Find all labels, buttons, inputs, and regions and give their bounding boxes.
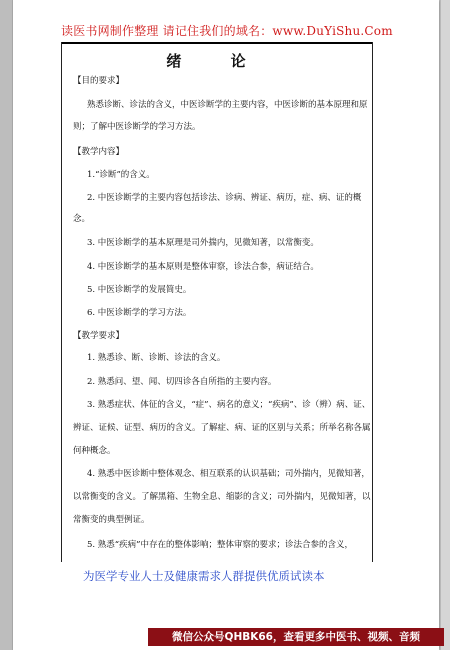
list-item: 1.“诊断”的含义。 bbox=[87, 170, 155, 180]
header-rule bbox=[61, 42, 373, 44]
list-item: 3. 中医诊断学的基本原理是司外揣内，见微知著，以常衡变。 bbox=[87, 238, 319, 248]
vertical-scrollbar[interactable] bbox=[440, 0, 450, 650]
paragraph-line: 则；了解中医诊断学的学习方法。 bbox=[73, 122, 201, 132]
list-item-continuation: 辨证、证候、证型、病历的含义。了解症、病、证的区别与关系；所举名称各属 bbox=[73, 423, 371, 433]
promo-banner[interactable]: 微信公众号QHBK66，查看更多中医书、视频、音频 bbox=[148, 628, 444, 646]
paragraph-line: 熟悉诊断、诊法的含义，中医诊断学的主要内容，中医诊断的基本原理和原 bbox=[87, 100, 368, 110]
section-heading-objectives: 【目的要求】 bbox=[73, 76, 125, 86]
list-item: 4. 中医诊断学的基本原则是整体审察，诊法合参，病证结合。 bbox=[87, 262, 319, 272]
left-margin-rule bbox=[61, 42, 62, 562]
list-item-continuation: 念。 bbox=[73, 214, 91, 224]
page-header: 读医书网制作整理 请记住我们的域名：www.DuYiShu.Com bbox=[61, 24, 393, 38]
footer-tagline: 为医学专业人士及健康需求人群提供优质试读本 bbox=[83, 569, 325, 583]
list-item: 2. 中医诊断学的主要内容包括诊法、诊病、辨证、病历，症、病、证的概 bbox=[87, 193, 362, 203]
list-item: 5. 熟悉“疾病”中存在的整体影响；整体审察的要求；诊法合参的含义， bbox=[87, 540, 354, 550]
list-item-continuation: 何种概念。 bbox=[73, 446, 116, 456]
section-heading-content: 【教学内容】 bbox=[73, 147, 125, 157]
left-gutter bbox=[0, 0, 13, 650]
section-heading-requirements: 【教学要求】 bbox=[73, 331, 125, 341]
document-page bbox=[13, 0, 439, 650]
list-item: 3. 熟悉症状、体征的含义，“症”、病名的意义；“疾病”、诊（辨）病、证、 bbox=[87, 400, 371, 410]
list-item: 2. 熟悉问、望、闻、切四诊各自所指的主要内容。 bbox=[87, 377, 277, 387]
section-title: 绪 论 bbox=[166, 52, 268, 70]
list-item: 6. 中医诊断学的学习方法。 bbox=[87, 308, 192, 318]
list-item: 1. 熟悉诊、断、诊断、诊法的含义。 bbox=[87, 353, 226, 363]
right-margin-rule bbox=[372, 42, 373, 562]
list-item: 5. 中医诊断学的发展简史。 bbox=[87, 285, 192, 295]
list-item-continuation: 以常衡变的含义。了解黑箱、生物全息、缩影的含义；司外揣内，见微知著，以 bbox=[73, 492, 371, 502]
list-item: 4. 熟悉中医诊断中整体观念、相互联系的认识基础；司外揣内，见微知著， bbox=[87, 469, 370, 479]
list-item-continuation: 常衡变的典型例证。 bbox=[73, 515, 150, 525]
